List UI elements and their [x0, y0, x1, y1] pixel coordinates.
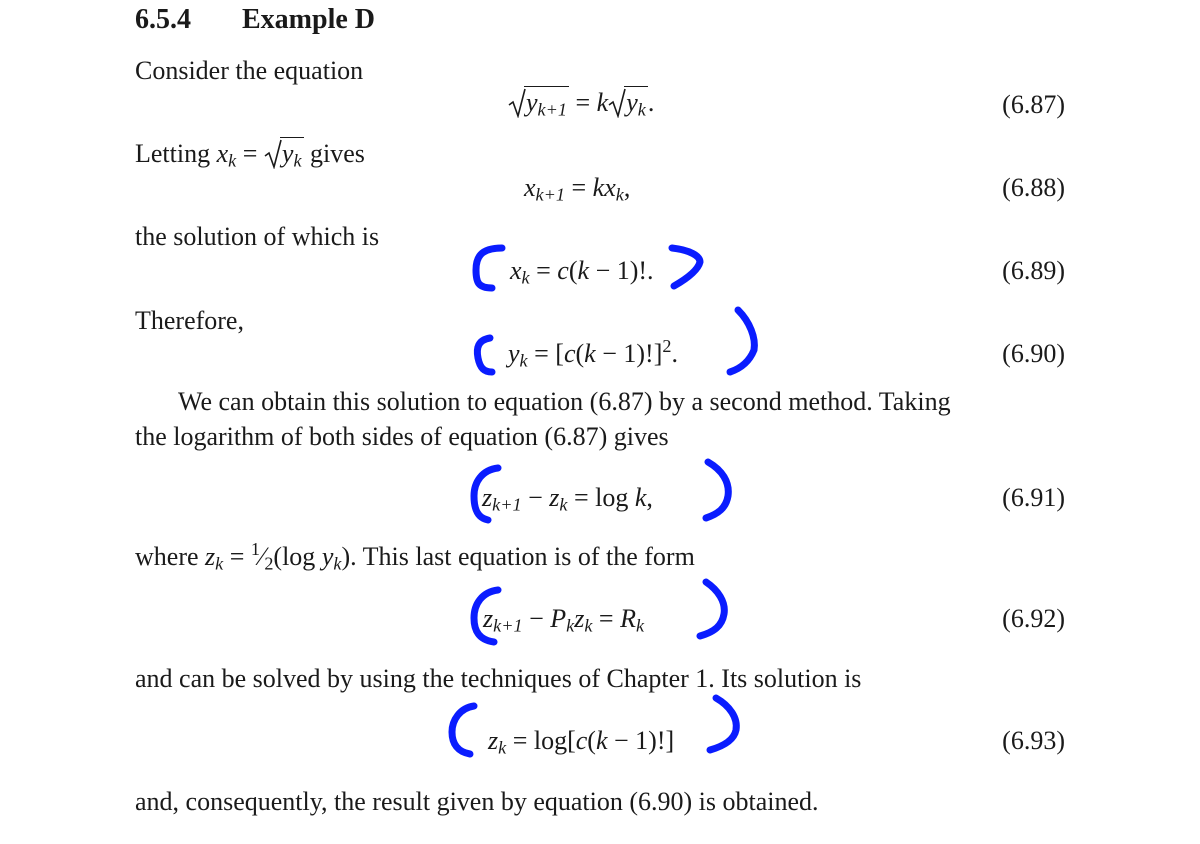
paragraph-line-1: We can obtain this solution to equation (6.87) by a second method. Taking [178, 387, 951, 416]
where-suffix: . This last equation is of the form [350, 542, 695, 571]
equation-6-89: $x_k = c(k - 1)$!. [510, 256, 654, 288]
equation-label: (6.89) [1002, 256, 1065, 285]
equation-label: (6.91) [1002, 483, 1065, 512]
sqrt-y-k-plus-1: $y_{k+1}$ [508, 90, 569, 116]
section-title: Example D [242, 4, 375, 35]
equation-label: (6.87) [1002, 90, 1065, 119]
equation-label: (6.90) [1002, 339, 1065, 368]
equation-6-91: $z_{k+1} - z_k = \log k$, [482, 483, 653, 515]
chapter-text: and can be solved by using the techniques of Chapter 1. Its solution is [135, 664, 862, 693]
equation-6-92: $z_{k+1} - P_kz_k = R_k$ [483, 604, 645, 636]
letting-prefix: Letting [135, 139, 217, 168]
letting-text: Letting $x_k$ = $y_k$ gives [135, 139, 365, 171]
equation-label: (6.93) [1002, 726, 1065, 755]
equation-6-93: $z_k = \log[c(k - 1)!]$ [488, 726, 675, 758]
where-prefix: where [135, 542, 206, 571]
consider-text: Consider the equation [135, 56, 364, 85]
equation-label: (6.92) [1002, 604, 1065, 633]
where-text: where $z_k$ = $^1⁄_2(\log$ $y_k$). This last equation is of the form [135, 539, 695, 574]
paragraph-line-2: the logarithm of both sides of equation (6.87) gives [135, 422, 669, 451]
section-heading [135, 6, 375, 34]
therefore-text: Therefore, [135, 306, 244, 335]
equation-label: (6.88) [1002, 173, 1065, 202]
equation-6-87: $y_{k+1} = k$ $y_k$. [508, 90, 654, 116]
conclusion-text: and, consequently, the result given by equation (6.90) is obtained. [135, 787, 819, 816]
equation-6-90: $y_k = [c(k - 1)!]^2$. [508, 336, 678, 371]
section-number: 6.5.4 [135, 4, 191, 35]
equation-6-88: $x_{k+1} = kx_k$, [524, 173, 631, 205]
solution-text: the solution of which is [135, 222, 380, 251]
sqrt-y-k: $y_k$ [608, 90, 648, 116]
letting-suffix: gives [303, 139, 365, 168]
